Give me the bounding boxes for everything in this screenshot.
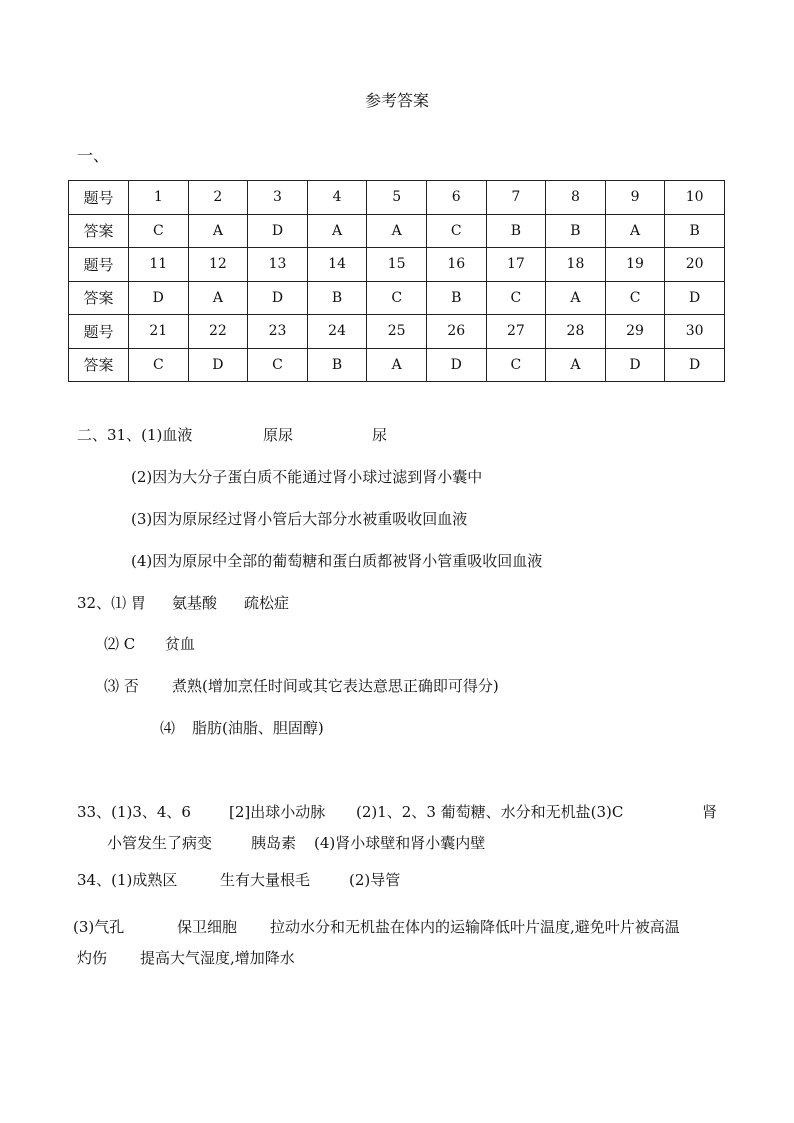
q32-line-4 <box>160 717 324 738</box>
q31-answer-2: 原尿 <box>263 426 294 444</box>
q31-line-1 <box>77 424 388 445</box>
table-cell: 23 <box>248 315 308 349</box>
table-cell: 17 <box>486 248 546 282</box>
table-cell: 4 <box>307 181 367 215</box>
table-cell: 21 <box>129 315 189 349</box>
answer-table-row <box>69 181 725 215</box>
section-one-label: 一、 <box>77 146 110 165</box>
table-cell: D <box>665 348 725 382</box>
q31-line-3: (3)因为原尿经过肾小管后大部分水被重吸收回血液 <box>131 510 468 528</box>
table-cell: A <box>605 214 665 248</box>
q33-answer-4: (4)肾小球壁和肾小囊内壁 <box>314 834 486 852</box>
table-cell: C <box>129 348 189 382</box>
table-cell: 2 <box>188 181 248 215</box>
table-cell: 3 <box>248 181 308 215</box>
table-cell: D <box>426 348 486 382</box>
table-cell: 5 <box>367 181 427 215</box>
table-cell: B <box>486 214 546 248</box>
q32-answer-fat: 脂肪(油脂、胆固醇) <box>192 719 324 737</box>
table-cell: 27 <box>486 315 546 349</box>
q32-label-4: ⑷ <box>160 719 176 737</box>
table-cell: B <box>307 348 367 382</box>
q32-line-1 <box>77 592 290 613</box>
row-label: 答案 <box>69 348 129 382</box>
table-cell: 14 <box>307 248 367 282</box>
table-cell: 6 <box>426 181 486 215</box>
table-cell: 15 <box>367 248 427 282</box>
table-cell: 18 <box>546 248 606 282</box>
q33-answer-1: 33、(1)3、4、6 <box>77 803 191 821</box>
table-cell: 7 <box>486 181 546 215</box>
q33-answer-efferent-arteriole: [2]出球小动脉 <box>229 803 326 821</box>
table-cell: 22 <box>188 315 248 349</box>
q32-answer-cook: 煮熟(增加烹任时间或其它表达意思正确即可得分) <box>172 677 499 695</box>
table-cell: C <box>129 214 189 248</box>
table-cell: B <box>546 214 606 248</box>
table-cell: 9 <box>605 181 665 215</box>
table-cell: C <box>248 348 308 382</box>
table-cell: A <box>546 281 606 315</box>
table-cell: C <box>367 281 427 315</box>
q31-answer-1: 二、31、(1)血液 <box>77 426 193 444</box>
table-cell: D <box>248 281 308 315</box>
table-cell: 30 <box>665 315 725 349</box>
q34-answer-burn: 灼伤 <box>77 949 108 967</box>
q34-line-1 <box>77 869 401 890</box>
q34-line-2 <box>73 916 680 937</box>
table-cell: 8 <box>546 181 606 215</box>
q32-answer-osteoporosis: 疏松症 <box>244 594 290 612</box>
table-cell: 26 <box>426 315 486 349</box>
q32-answer-anemia: 贫血 <box>165 635 196 653</box>
q32-answer-stomach: 32、⑴ 胃 <box>77 594 146 612</box>
table-cell: D <box>129 281 189 315</box>
table-cell: D <box>665 281 725 315</box>
q31-answer-3: 尿 <box>372 426 388 444</box>
q34-line-3 <box>77 947 295 968</box>
table-cell: A <box>188 214 248 248</box>
answer-table-row <box>69 348 725 382</box>
q33-answer-tubule-lesion: 小管发生了病变 <box>107 834 213 852</box>
table-cell: C <box>605 281 665 315</box>
answer-table-row <box>69 214 725 248</box>
table-cell: C <box>486 348 546 382</box>
table-cell: 24 <box>307 315 367 349</box>
table-cell: C <box>426 214 486 248</box>
table-cell: 28 <box>546 315 606 349</box>
row-label: 答案 <box>69 281 129 315</box>
table-cell: 19 <box>605 248 665 282</box>
answer-table-row <box>69 281 725 315</box>
table-cell: A <box>188 281 248 315</box>
q34-answer-stomata: (3)气孔 <box>73 918 125 936</box>
q34-answer-root-hairs: 生有大量根毛 <box>220 871 311 889</box>
answer-table <box>68 180 725 382</box>
q31-line-2: (2)因为大分子蛋白质不能通过肾小球过滤到肾小囊中 <box>131 468 483 486</box>
row-label: 题号 <box>69 315 129 349</box>
q34-answer-vessel: (2)导管 <box>349 871 401 889</box>
row-label: 答案 <box>69 214 129 248</box>
table-cell: 12 <box>188 248 248 282</box>
table-cell: D <box>248 214 308 248</box>
q31-line-4: (4)因为原尿中全部的葡萄糖和蛋白质都被肾小管重吸收回血液 <box>131 552 543 570</box>
q32-answer-c: ⑵ C <box>104 635 136 653</box>
page-title: 参考答案 <box>364 91 429 110</box>
table-cell: B <box>307 281 367 315</box>
q34-answer-guard-cells: 保卫细胞 <box>177 918 238 936</box>
table-cell: 11 <box>129 248 189 282</box>
q33-answer-2-3: (2)1、2、3 葡萄糖、水分和无机盐(3)C <box>356 803 624 821</box>
q34-answer-transpiration: 拉动水分和无机盐在体内的运输降低叶片温度,避免叶片被高温 <box>270 918 680 936</box>
table-cell: 20 <box>665 248 725 282</box>
q32-line-2 <box>104 633 196 654</box>
table-cell: B <box>665 214 725 248</box>
table-cell: 10 <box>665 181 725 215</box>
table-cell: 25 <box>367 315 427 349</box>
table-cell: 16 <box>426 248 486 282</box>
q33-answer-insulin: 胰岛素 <box>251 834 297 852</box>
q33-line-2 <box>107 832 486 853</box>
answer-table-row <box>69 248 725 282</box>
table-cell: A <box>367 348 427 382</box>
table-cell: 1 <box>129 181 189 215</box>
q32-answer-amino-acid: 氨基酸 <box>172 594 218 612</box>
table-cell: A <box>546 348 606 382</box>
table-cell: A <box>307 214 367 248</box>
answer-table-row <box>69 315 725 349</box>
table-cell: D <box>188 348 248 382</box>
q34-answer-humidity: 提高大气湿度,增加降水 <box>140 949 295 967</box>
table-cell: C <box>486 281 546 315</box>
q33-answer-kidney: 肾 <box>702 803 718 821</box>
q32-line-3 <box>104 675 499 696</box>
table-cell: 29 <box>605 315 665 349</box>
table-cell: D <box>605 348 665 382</box>
q34-answer-maturation-zone: 34、(1)成熟区 <box>77 871 178 889</box>
table-cell: 13 <box>248 248 308 282</box>
table-cell: A <box>367 214 427 248</box>
row-label: 题号 <box>69 248 129 282</box>
table-cell: B <box>426 281 486 315</box>
q32-answer-no: ⑶ 否 <box>104 677 139 695</box>
row-label: 题号 <box>69 181 129 215</box>
q33-line-1 <box>77 801 718 822</box>
